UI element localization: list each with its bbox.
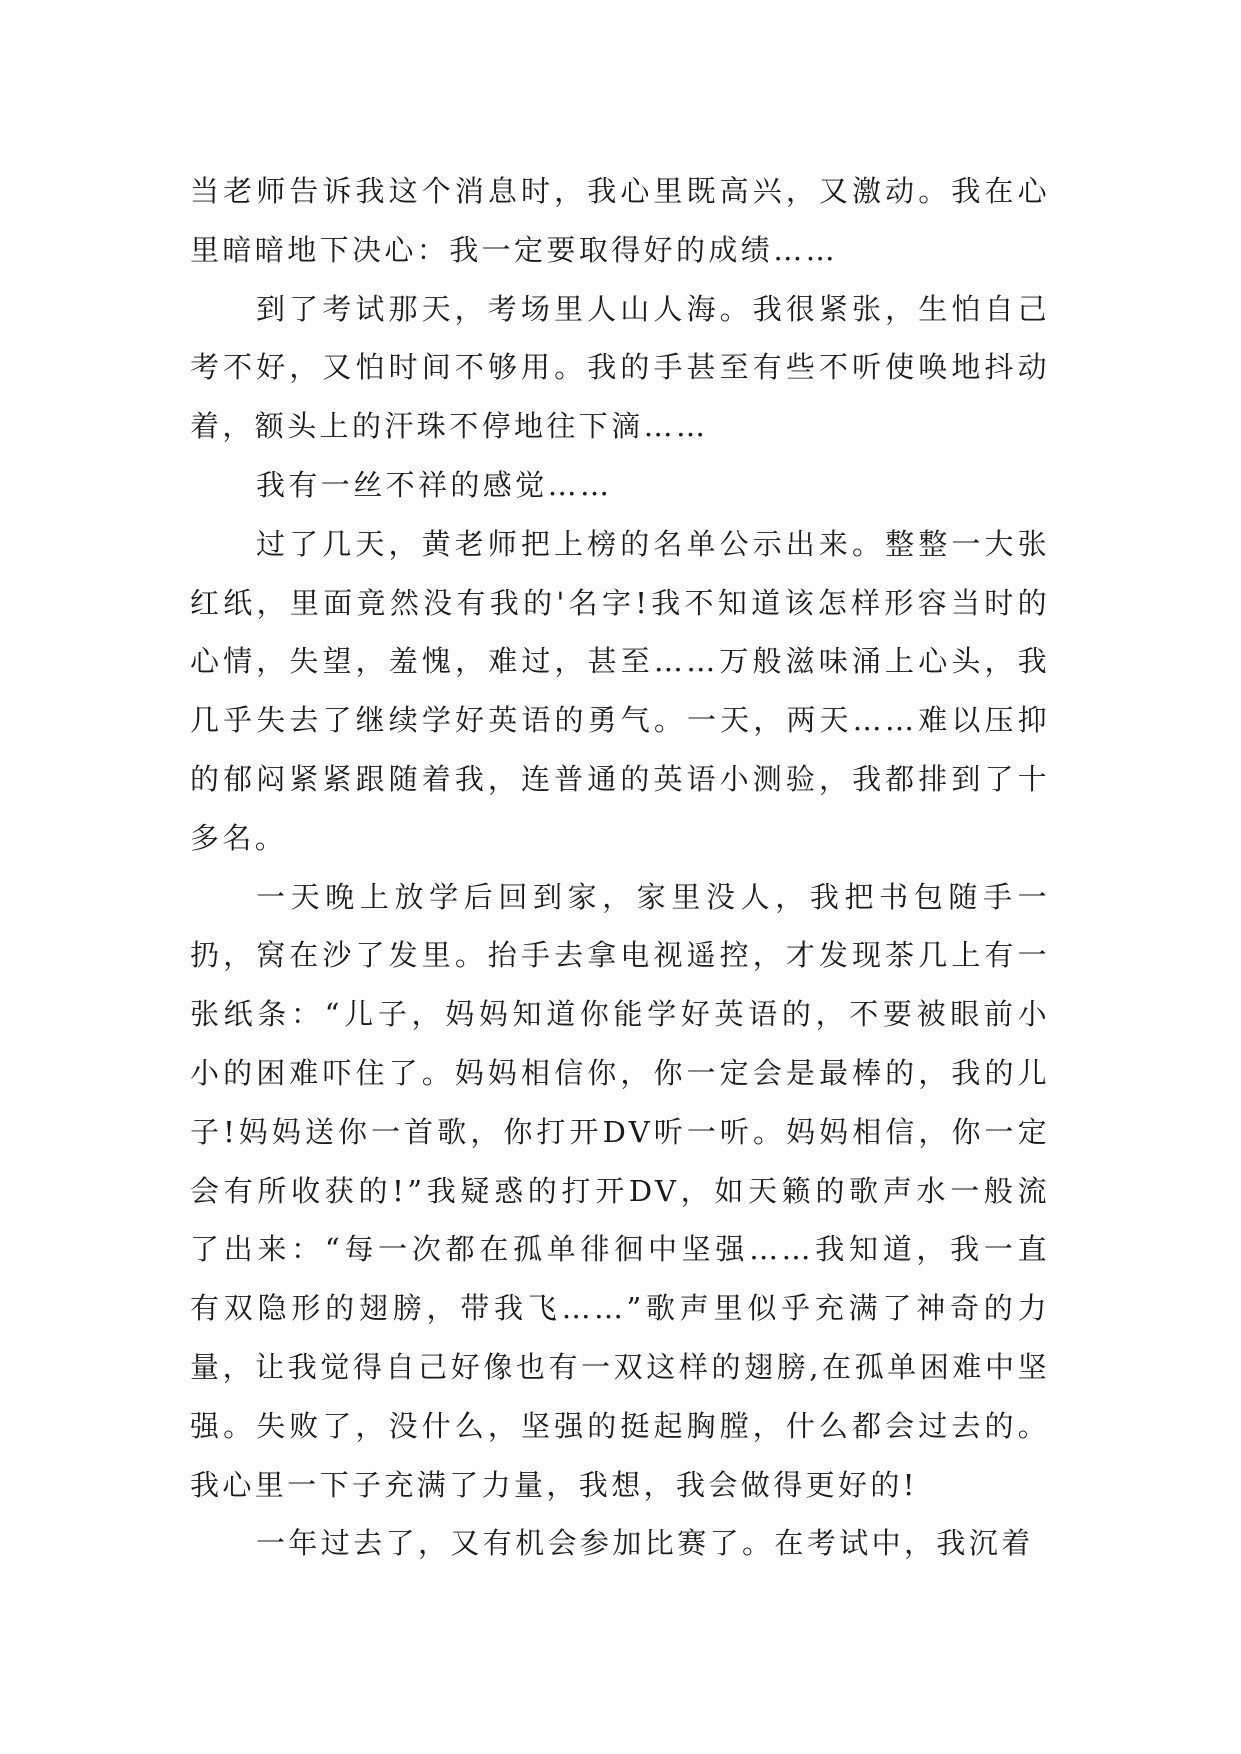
paragraph-3: 我有一丝不祥的感觉…… [256,467,613,502]
paragraph-6: 一年过去了，又有机会参加比赛了。在考试中，我沉着 [256,1526,1034,1561]
paragraph-4: 过了几天，黄老师把上榜的名单公示出来。整整一大张红纸，里面竟然没有我的'名字!我不知道该怎样形容当时的心情，失望，羞愧，难过，甚至……万般滋味涌上心头，我几乎失去了继续学好英语的勇气。一天，两天……难以压抑的郁闷紧紧跟随着我，连普通的英语小测验，我都排到了十多名。 [190,526,1050,855]
paragraph-2: 到了考试那天，考场里人山人海。我很紧张，生怕自己考不好，又怕时间不够用。我的手甚至有些不听使唤地抖动着，额头上的汗珠不停地往下滴…… [190,291,1050,444]
document-body [190,162,1050,1573]
paragraph-5: 一天晚上放学后回到家，家里没人，我把书包随手一扔，窝在沙了发里。抬手去拿电视遥控，才发现茶几上有一张纸条：“儿子，妈妈知道你能学好英语的，不要被眼前小小的困难吓住了。妈妈相信你，你一定会是最棒的，我的儿子!妈妈送你一首歌，你打开DV听一听。妈妈相信，你一定会有所收获的!”我疑惑的打开DV，如天籁的歌声水一般流了出来：“每一次都在孤单徘徊中坚强……我知道，我一直有双隐形的翅膀，带我飞……”歌声里似乎充满了神奇的力量，让我觉得自己好像也有一双这样的翅膀,在孤单困难中坚强。失败了，没什么，坚强的挺起胸膛，什么都会过去的。我心里一下子充满了力量，我想，我会做得更好的! [190,879,1050,1502]
paragraph-1: 当老师告诉我这个消息时，我心里既高兴，又激动。我在心里暗暗地下决心：我一定要取得好的成绩…… [190,174,1050,267]
